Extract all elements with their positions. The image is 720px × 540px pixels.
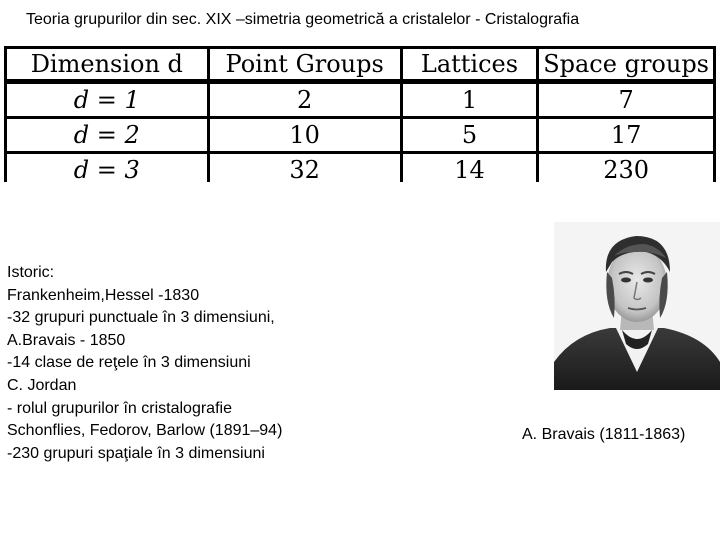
- history-line: -14 clase de reţele în 3 dimensiuni: [7, 354, 251, 372]
- header-lattices: Lattices: [403, 49, 536, 79]
- cell-space-groups: 17: [539, 119, 713, 151]
- history-text-block: [7, 262, 337, 465]
- history-line: -230 grupuri spaţiale în 3 dimensiuni: [7, 444, 265, 462]
- cell-dimension: d = 1: [7, 82, 207, 116]
- history-line: Istoric:: [7, 264, 55, 281]
- slide-title: Teoria grupurilor din sec. XIX –simetria geometrică a cristalelor - Cristalografia: [26, 11, 580, 28]
- history-line: A.Bravais - 1850: [7, 331, 126, 349]
- header-point-groups: Point Groups: [210, 49, 400, 79]
- cell-space-groups: 230: [539, 154, 713, 182]
- cell-dimension: d = 3: [7, 154, 207, 182]
- history-line: - rolul grupurilor în cristalografie: [7, 399, 232, 417]
- cell-point-groups: 32: [210, 154, 400, 182]
- cell-point-groups: 10: [210, 119, 400, 151]
- cell-dimension: d = 2: [7, 119, 207, 151]
- cell-lattices: 14: [403, 154, 536, 182]
- history-line: Frankenheim,Hessel -1830: [7, 286, 200, 304]
- portrait-caption: A. Bravais (1811-1863): [522, 426, 686, 443]
- groups-table-container: [4, 46, 716, 182]
- header-space-groups: Space groups: [539, 49, 713, 79]
- symmetry-groups-table: [4, 46, 716, 182]
- portrait-drawing: [554, 222, 720, 390]
- bravais-portrait: [554, 222, 720, 390]
- history-line: Schonflies, Fedorov, Barlow (1891–94): [7, 422, 283, 440]
- header-dimension: Dimension d: [7, 49, 207, 79]
- table-row: [7, 119, 713, 151]
- cell-lattices: 5: [403, 119, 536, 151]
- cell-lattices: 1: [403, 82, 536, 116]
- table-header-row: [7, 49, 713, 79]
- cell-space-groups: 7: [539, 82, 713, 116]
- cell-point-groups: 2: [210, 82, 400, 116]
- history-line: C. Jordan: [7, 376, 77, 394]
- history-line: -32 grupuri punctuale în 3 dimensiuni,: [7, 309, 275, 327]
- table-row: [7, 82, 713, 116]
- table-row: [7, 154, 713, 182]
